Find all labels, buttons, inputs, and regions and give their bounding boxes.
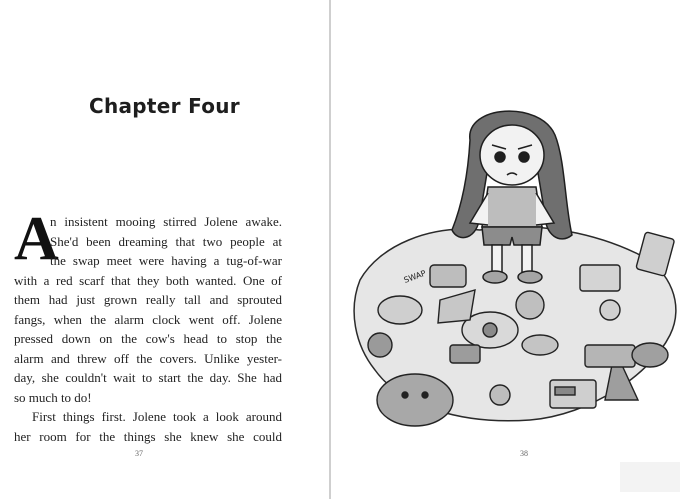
text-line: them had just grown really tall and sprouted [14,292,282,307]
text-line: day, she couldn't wait to start the day. She had [14,370,282,385]
body-text [14,212,282,446]
text-line: n insistent mooing stirred Jolene awake. [50,214,282,229]
text-line: alarm and threw off the covers. Unlike yester- [14,350,282,366]
page-number-left: 37 [135,449,143,458]
swap-sign-text: SWAP [402,268,428,285]
text-line: with a red scarf that they both wanted. One of [14,272,282,288]
chapter-title: Chapter Four [89,94,240,118]
text-line: She'd been dreaming that two people at [50,233,282,249]
girl-standing-on-pile-of-toys-illustration [340,95,695,440]
drop-cap: A [14,205,59,273]
text-line: the swap meet were having a tug-of-war [50,253,282,268]
text-line: fangs, when the alarm clock went off. Jolene [14,311,282,327]
text-line: so much to do! [14,389,92,405]
text-line: First things first. Jolene took a look around [32,409,282,424]
corner-watermark-icon [620,462,680,492]
text-line: her room for the things she knew she could [14,428,282,444]
page-number-right: 38 [520,449,528,458]
text-line: pressed down on the cow's head to stop the [14,331,282,346]
